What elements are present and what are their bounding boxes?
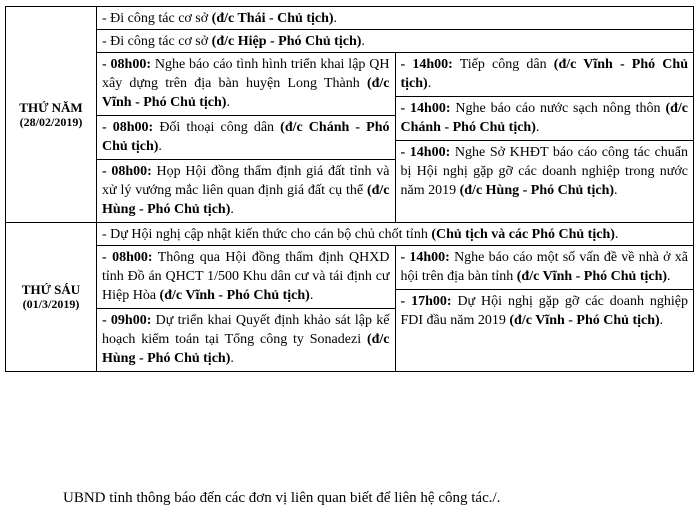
- schedule-table: [5, 6, 694, 372]
- day-cell: [6, 223, 97, 372]
- schedule-item: - 08h00: Thông qua Hội đồng thẩm định QHXD tỉnh Đồ án QHCT 1/500 Khu dân cư và tái định cư Hiệp Hòa (đ/c Vĩnh - Phó Chủ tịch).: [102, 250, 390, 303]
- morning-afternoon-split: [97, 53, 693, 222]
- schedule-item: - 17h00: Dự Hội nghị gặp gỡ các doanh nghiệp FDI đầu năm 2019 (đ/c Vĩnh - Phó Chủ tịch).: [396, 289, 694, 333]
- morning-column: [97, 246, 396, 371]
- schedule-item: - 08h00: Đối thoại công dân (đ/c Chánh - Phó Chủ tịch).: [97, 115, 395, 159]
- morning-column: [97, 53, 396, 222]
- morning-afternoon-split: [97, 246, 693, 371]
- full-width-item: - Đi công tác cơ sở (đ/c Hiệp - Phó Chủ tịch).: [97, 30, 693, 53]
- schedule-item: - 08h00: Họp Hội đồng thẩm định giá đất tỉnh và xử lý vướng mắc liên quan định giá đất cụ thể (đ/c Hùng - Phó Chủ tịch).: [97, 159, 395, 222]
- activities-cell: [97, 7, 694, 223]
- day-cell: [6, 7, 97, 223]
- day-name: THỨ SÁU: [21, 282, 81, 297]
- schedule-item: - 14h00: Nghe báo cáo nước sạch nông thôn (đ/c Chánh - Phó Chủ tịch).: [396, 96, 694, 140]
- schedule-row-friday: [6, 223, 694, 372]
- schedule-row-thursday: [6, 7, 694, 223]
- afternoon-column: [396, 246, 694, 371]
- schedule-item: - 09h00: Dự triển khai Quyết định khảo sát lập kế hoạch kiểm toán tại Tổng công ty Sonadezi (đ/c Hùng - Phó Chủ tịch).: [97, 308, 395, 371]
- schedule-item: - 08h00: Nghe báo cáo tình hình triển khai lập QH xây dựng trên địa bàn huyện Long Thành (đ/c Vĩnh - Phó Chủ tịch).: [102, 57, 390, 110]
- full-width-item: - Dự Hội nghị cập nhật kiến thức cho cán bộ chủ chốt tỉnh (Chủ tịch và các Phó Chủ tịch).: [97, 223, 693, 246]
- activities-cell: [97, 223, 694, 372]
- schedule-item: - 14h00: Tiếp công dân (đ/c Vĩnh - Phó Chủ tịch).: [400, 57, 688, 91]
- schedule-item: - 14h00: Nghe Sở KHĐT báo cáo công tác chuẩn bị Hội nghị gặp gỡ các doanh nghiệp trong nước năm 2019 (đ/c Hùng - Phó Chủ tịch).: [396, 140, 694, 203]
- schedule-item: - 14h00: Nghe báo cáo một số vấn đề về nhà ở xã hội trên địa bàn tỉnh (đ/c Vĩnh - Phó Chủ tịch).: [400, 250, 688, 284]
- day-name: THỨ NĂM: [19, 99, 83, 115]
- closing-note: UBND tỉnh thông báo đến các đơn vị liên quan biết để liên hệ công tác./.: [63, 490, 501, 506]
- day-date: (28/02/2019): [19, 114, 83, 129]
- afternoon-column: [396, 53, 694, 222]
- day-date: (01/3/2019): [22, 297, 80, 311]
- full-width-item: - Đi công tác cơ sở (đ/c Thái - Chủ tịch).: [97, 7, 693, 30]
